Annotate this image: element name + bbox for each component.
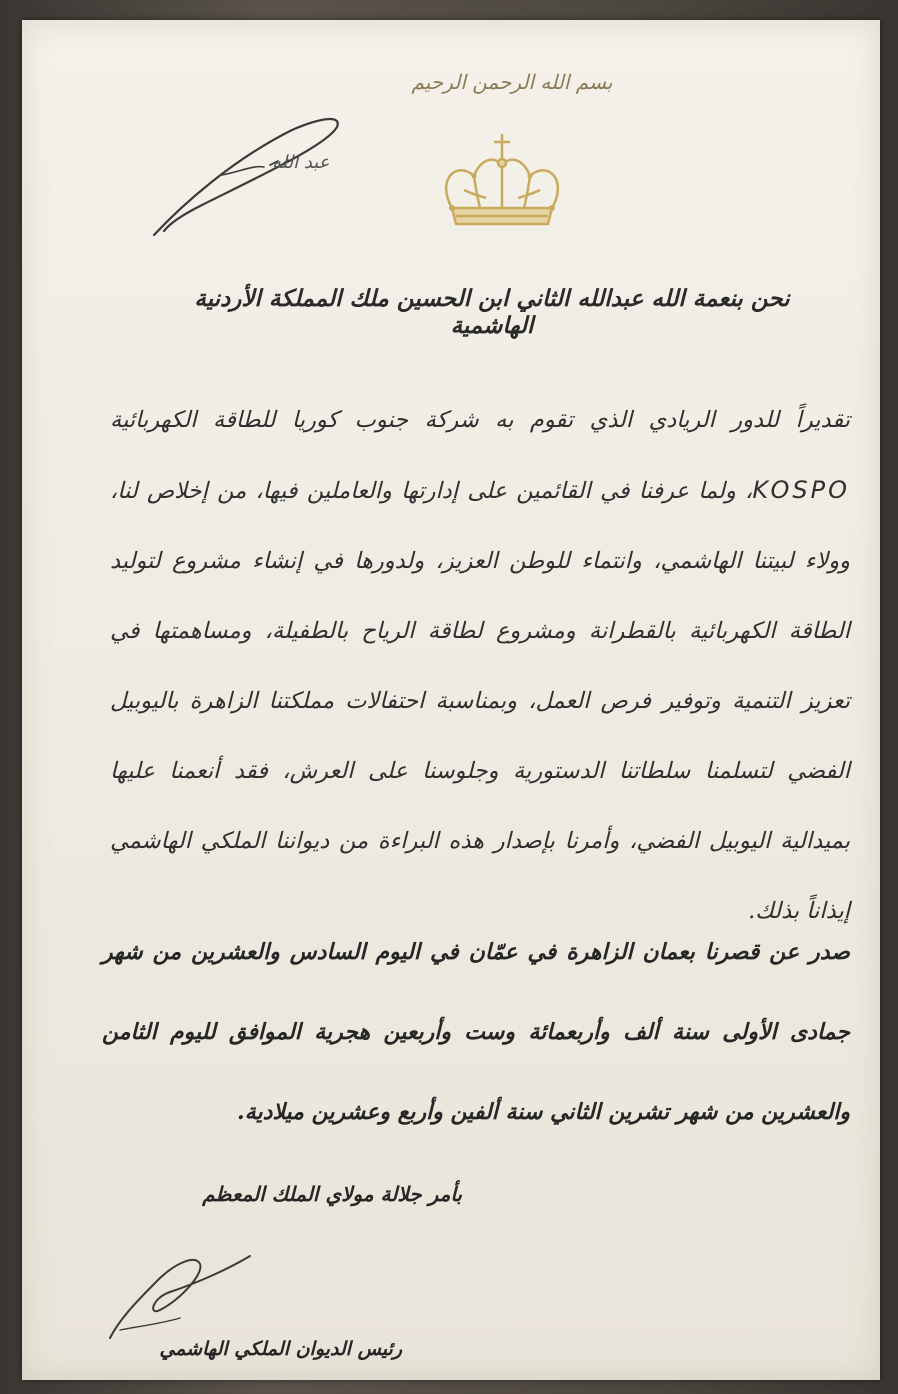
issue-date-paragraph: صدر عن قصرنا بعمان الزاهرة في عمّان في اليوم السادس والعشرين من شهر جمادى الأولى سنة ألف وأربعمائة وست وأربعين هجرية الموافق لليوم الثامن والعشرين من شهر تشرين الثاني سنة ألفين وأربع وعشرين ميلادية. bbox=[102, 939, 850, 1125]
decree-body bbox=[110, 385, 850, 946]
king-signature-icon bbox=[142, 105, 382, 245]
king-signature-name: عبد الله bbox=[272, 152, 330, 173]
chief-signature-icon bbox=[100, 1238, 260, 1348]
basmala: بسم الله الرحمن الرحيم bbox=[411, 70, 613, 94]
chief-of-royal-court-title: رئيس الديوان الملكي الهاشمي bbox=[159, 1338, 402, 1360]
royal-order-line: بأمر جلالة مولاي الملك المعظم bbox=[202, 1182, 462, 1206]
body-part-2: ، ولما عرفنا في القائمين على إدارتها والعاملين فيها، من إخلاص لنا، وولاء لبيتنا الهاشمي، وانتماء للوطن العزيز، ولدورها في إنشاء مشروع لتوليد الطاقة الكهربائية بالقطرانة ومشروع لطاقة الرياح بالطفيلة، ومساهمتها في تعزيز التنمية وتوفير فرص العمل، وبمناسبة احتفالات مملكتنا الزاهرة باليوبيل الفضي لتسلمنا سلطاتنا الدستورية وجلوسنا على العرش، فقد أنعمنا عليها بميدالية اليوبيل الفضي، وأمرنا بإصدار هذه البراءة من ديواننا الملكي الهاشمي إيذاناً بذلك. bbox=[110, 478, 850, 924]
body-part-1: تقديراً للدور الريادي الذي تقوم به شركة جنوب كوريا للطاقة الكهربائية bbox=[110, 407, 850, 433]
royal-crown-icon bbox=[422, 120, 582, 240]
certificate-paper bbox=[22, 20, 880, 1380]
company-abbreviation: KOSPO bbox=[752, 476, 850, 504]
decree-heading: نحن بنعمة الله عبدالله الثاني ابن الحسين ملك المملكة الأردنية الهاشمية bbox=[194, 285, 790, 339]
